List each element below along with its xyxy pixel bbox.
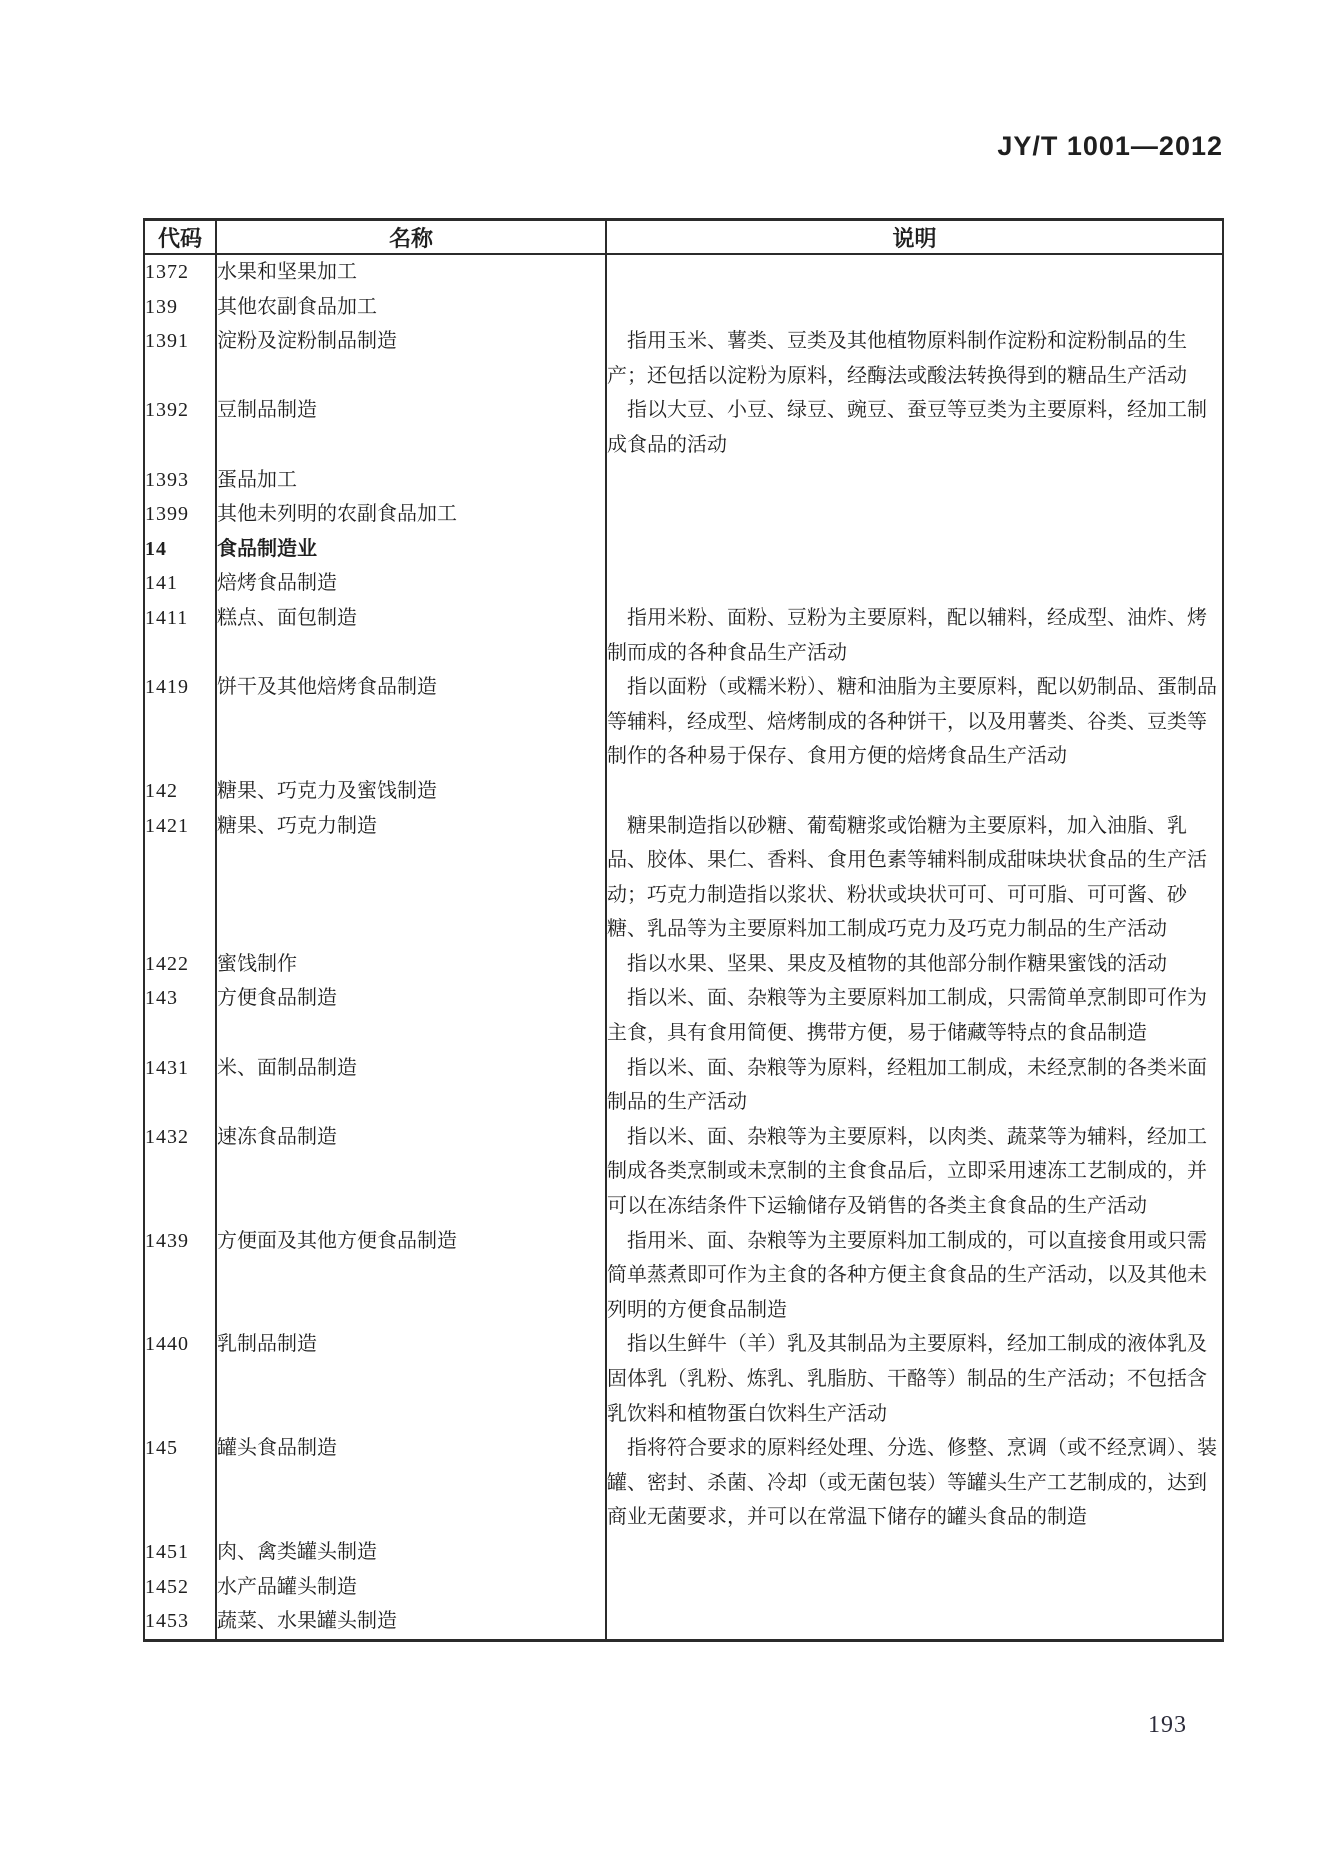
standard-number-header: JY/T 1001—2012 <box>997 131 1223 161</box>
code-cell: 1432 <box>144 1120 216 1224</box>
name-cell: 蔬菜、水果罐头制造 <box>216 1604 606 1640</box>
code-cell: 1393 <box>144 463 216 498</box>
desc-cell: 指以米、面、杂粮等为原料，经粗加工制成，未经烹制的各类米面制品的生产活动 <box>606 1051 1223 1120</box>
code-cell: 1391 <box>144 324 216 393</box>
desc-cell <box>606 1604 1223 1640</box>
desc-cell <box>606 497 1223 532</box>
name-cell: 豆制品制造 <box>216 393 606 462</box>
name-cell: 水产品罐头制造 <box>216 1570 606 1605</box>
name-cell: 糖果、巧克力及蜜饯制造 <box>216 774 606 809</box>
name-cell: 方便面及其他方便食品制造 <box>216 1224 606 1328</box>
table-row <box>144 809 1223 947</box>
table-row <box>144 393 1223 462</box>
classification-table <box>143 218 1224 1642</box>
code-cell: 14 <box>144 532 216 567</box>
desc-cell: 指用米、面、杂粮等为主要原料加工制成的，可以直接食用或只需简单蒸煮即可作为主食的各种方便主食食品的生产活动，以及其他未列明的方便食品制造 <box>606 1224 1223 1328</box>
desc-cell <box>606 1535 1223 1570</box>
desc-cell: 指以米、面、杂粮等为主要原料加工制成，只需简单烹制即可作为主食，具有食用简便、携带方便，易于储藏等特点的食品制造 <box>606 981 1223 1050</box>
code-cell: 1411 <box>144 601 216 670</box>
desc-cell <box>606 290 1223 325</box>
name-cell: 糖果、巧克力制造 <box>216 809 606 947</box>
name-cell: 肉、禽类罐头制造 <box>216 1535 606 1570</box>
code-cell: 1452 <box>144 1570 216 1605</box>
table-row <box>144 1327 1223 1431</box>
classification-table-body <box>144 254 1223 1640</box>
code-cell: 1422 <box>144 947 216 982</box>
name-cell: 焙烤食品制造 <box>216 566 606 601</box>
name-cell: 乳制品制造 <box>216 1327 606 1431</box>
desc-cell <box>606 566 1223 601</box>
name-cell: 罐头食品制造 <box>216 1431 606 1535</box>
table-row <box>144 774 1223 809</box>
code-cell: 1451 <box>144 1535 216 1570</box>
desc-cell: 糖果制造指以砂糖、葡萄糖浆或饴糖为主要原料，加入油脂、乳品、胶体、果仁、香料、食用色素等辅料制成甜味块状食品的生产活动；巧克力制造指以浆状、粉状或块状可可、可可脂、可可酱、砂糖、乳品等为主要原料加工制成巧克力及巧克力制品的生产活动 <box>606 809 1223 947</box>
name-cell: 其他未列明的农副食品加工 <box>216 497 606 532</box>
name-cell: 饼干及其他焙烤食品制造 <box>216 670 606 774</box>
column-header-code: 代码 <box>144 220 216 255</box>
name-cell: 其他农副食品加工 <box>216 290 606 325</box>
name-cell: 蜜饯制作 <box>216 947 606 982</box>
name-cell: 食品制造业 <box>216 532 606 567</box>
table-row <box>144 532 1223 567</box>
desc-cell <box>606 1570 1223 1605</box>
code-cell: 1453 <box>144 1604 216 1640</box>
page-number: 193 <box>1148 1712 1187 1738</box>
desc-cell: 指以水果、坚果、果皮及植物的其他部分制作糖果蜜饯的活动 <box>606 947 1223 982</box>
table-row <box>144 947 1223 982</box>
code-cell: 142 <box>144 774 216 809</box>
table-row <box>144 1604 1223 1640</box>
code-cell: 139 <box>144 290 216 325</box>
code-cell: 141 <box>144 566 216 601</box>
table-header-row <box>144 220 1223 255</box>
table-row <box>144 601 1223 670</box>
table-row <box>144 463 1223 498</box>
code-cell: 1439 <box>144 1224 216 1328</box>
desc-cell: 指以米、面、杂粮等为主要原料，以肉类、蔬菜等为辅料，经加工制成各类烹制或未烹制的主食食品后，立即采用速冻工艺制成的，并可以在冻结条件下运输储存及销售的各类主食食品的生产活动 <box>606 1120 1223 1224</box>
desc-cell <box>606 774 1223 809</box>
code-cell: 143 <box>144 981 216 1050</box>
table-row <box>144 1120 1223 1224</box>
table-row <box>144 497 1223 532</box>
column-header-description: 说明 <box>606 220 1223 255</box>
code-cell: 1419 <box>144 670 216 774</box>
code-cell: 1440 <box>144 1327 216 1431</box>
code-cell: 1372 <box>144 254 216 290</box>
table-row <box>144 1224 1223 1328</box>
desc-cell: 指用玉米、薯类、豆类及其他植物原料制作淀粉和淀粉制品的生产；还包括以淀粉为原料，经酶法或酸法转换得到的糖品生产活动 <box>606 324 1223 393</box>
desc-cell <box>606 254 1223 290</box>
desc-cell <box>606 463 1223 498</box>
table-row <box>144 290 1223 325</box>
table-row <box>144 670 1223 774</box>
table-row <box>144 1570 1223 1605</box>
name-cell: 方便食品制造 <box>216 981 606 1050</box>
name-cell: 糕点、面包制造 <box>216 601 606 670</box>
table-row <box>144 1431 1223 1535</box>
table-row <box>144 566 1223 601</box>
desc-cell: 指以生鲜牛（羊）乳及其制品为主要原料，经加工制成的液体乳及固体乳（乳粉、炼乳、乳脂肪、干酪等）制品的生产活动；不包括含乳饮料和植物蛋白饮料生产活动 <box>606 1327 1223 1431</box>
column-header-name: 名称 <box>216 220 606 255</box>
name-cell: 米、面制品制造 <box>216 1051 606 1120</box>
desc-cell: 指以面粉（或糯米粉）、糖和油脂为主要原料，配以奶制品、蛋制品等辅料，经成型、焙烤制成的各种饼干，以及用薯类、谷类、豆类等制作的各种易于保存、食用方便的焙烤食品生产活动 <box>606 670 1223 774</box>
desc-cell: 指将符合要求的原料经处理、分选、修整、烹调（或不经烹调）、装罐、密封、杀菌、冷却（或无菌包装）等罐头生产工艺制成的，达到商业无菌要求，并可以在常温下储存的罐头食品的制造 <box>606 1431 1223 1535</box>
table-row <box>144 324 1223 393</box>
code-cell: 1399 <box>144 497 216 532</box>
desc-cell <box>606 532 1223 567</box>
table-row <box>144 1535 1223 1570</box>
table-row <box>144 1051 1223 1120</box>
name-cell: 速冻食品制造 <box>216 1120 606 1224</box>
name-cell: 水果和坚果加工 <box>216 254 606 290</box>
code-cell: 145 <box>144 1431 216 1535</box>
table-row <box>144 254 1223 290</box>
desc-cell: 指以大豆、小豆、绿豆、豌豆、蚕豆等豆类为主要原料，经加工制成食品的活动 <box>606 393 1223 462</box>
code-cell: 1431 <box>144 1051 216 1120</box>
code-cell: 1421 <box>144 809 216 947</box>
name-cell: 蛋品加工 <box>216 463 606 498</box>
desc-cell: 指用米粉、面粉、豆粉为主要原料，配以辅料，经成型、油炸、烤制而成的各种食品生产活动 <box>606 601 1223 670</box>
table-row <box>144 981 1223 1050</box>
name-cell: 淀粉及淀粉制品制造 <box>216 324 606 393</box>
code-cell: 1392 <box>144 393 216 462</box>
